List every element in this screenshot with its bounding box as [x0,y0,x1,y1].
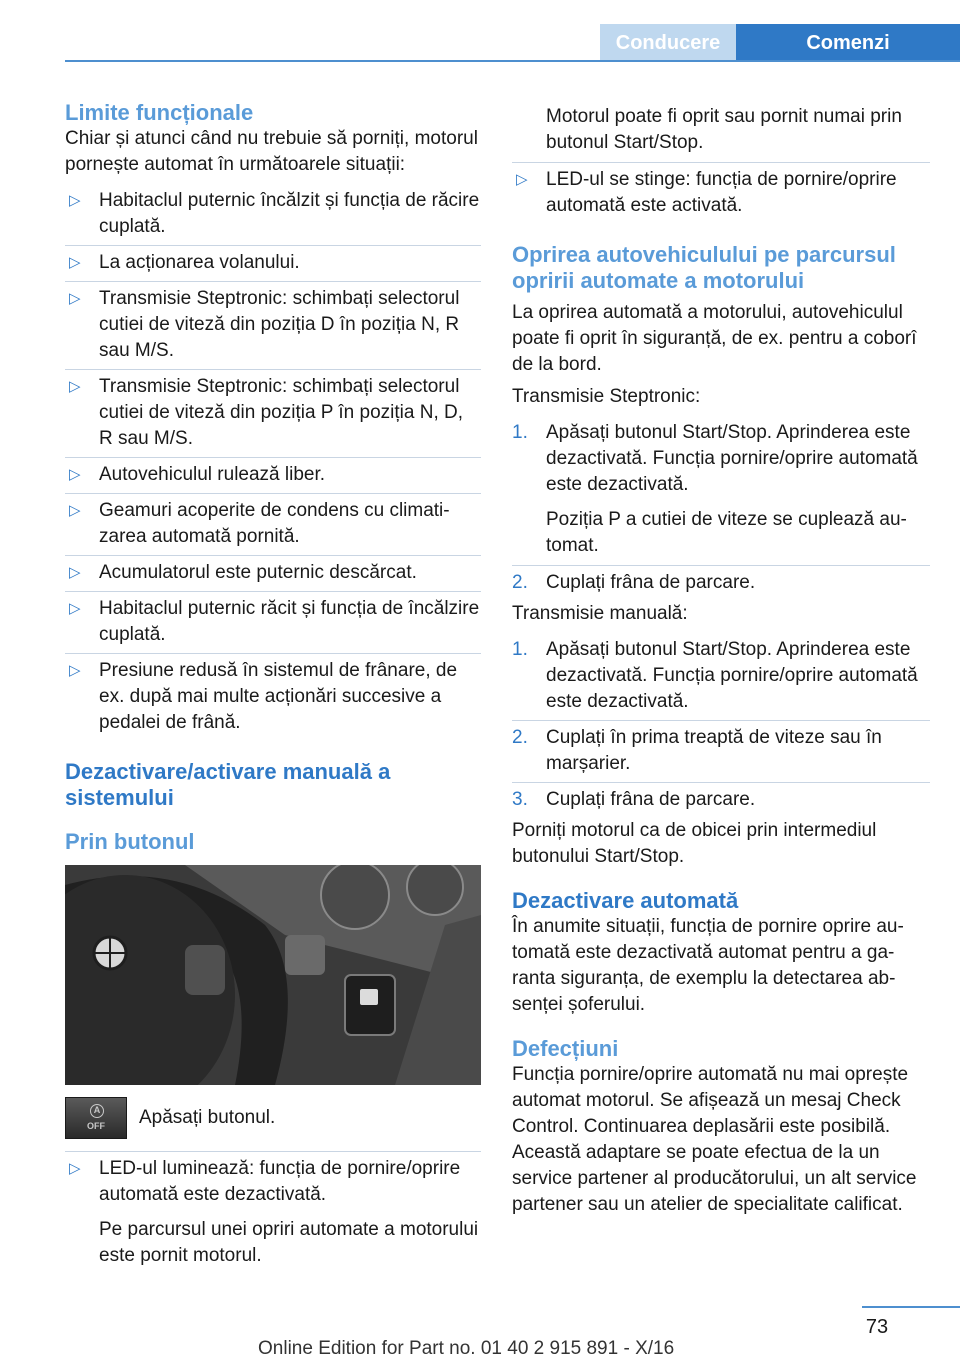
steptronic-sub-paragraph: Poziția P a cutiei de viteze se cuplează automat. [512,503,930,566]
manual-label: Transmisie manuală: [512,603,688,624]
heading-limite-functionale: Limite funcționale [65,100,254,125]
heading-dezactivare-manuala: Dezactivare/activare manuală a sistemului [65,759,391,810]
steptronic-label: Transmisie Steptronic: [512,386,701,407]
tab-comenzi[interactable]: Comenzi [736,24,960,62]
continued-paragraph: Motorul poate fi oprit sau pornit numai prin butonul Start/Stop. [512,100,930,163]
list-item: ▷ Presiune redusă în sistemul de frânare, de ex. după mai multe acționări succesive a pedalei de frână. [65,654,481,741]
list-item: ▷ Habitaclul puternic răcit și funcția de încălzire cuplată. [65,592,481,654]
list-item: ▷ LED-ul luminează: funcția de pornire/oprire automată este dezactivată. [65,1152,481,1213]
steptronic-steps [512,416,930,601]
dashboard-illustration [65,865,481,1085]
list-item: 2. Cuplați în prima treaptă de viteze sau în marșarier. [512,721,930,783]
left-column [65,100,481,1269]
header-rule [65,60,960,62]
triangle-bullet-icon: ▷ [516,171,528,188]
triangle-bullet-icon: ▷ [69,466,81,483]
list-item: 3. Cuplați frâna de parcare. [512,789,756,810]
triangle-bullet-icon: ▷ [69,254,81,271]
led-sub-paragraph: Pe parcursul unei opriri automate a motorului este pornit motorul. [99,1219,479,1266]
list-item: ▷ Geamuri acoperite de condens cu climatizarea automată pornită. [65,494,481,556]
list-item: 1. Apăsați butonul Start/Stop. Aprinderea este dezactivată. Funcția pornire/oprire automată este dezactivată. [512,633,930,721]
triangle-bullet-icon: ▷ [69,290,81,307]
list-item: ▷ La acționarea volanului. [65,246,481,282]
tab-conducere[interactable]: Conducere [600,24,736,62]
heading-oprirea-autovehiculului: Oprirea autovehiculului pe parcursul opririi automate a motorului [512,242,896,293]
list-item: ▷ Acumulatorul este puternic descărcat. [65,556,481,592]
triangle-bullet-icon: ▷ [69,192,81,209]
triangle-bullet-icon: ▷ [69,378,81,395]
list-item: ▷ Autovehiculul rulează liber. [65,458,481,494]
triangle-bullet-icon: ▷ [69,502,81,519]
conditions-list [65,184,481,741]
list-item: ▷ Transmisie Steptronic: schimbați selectorul cutiei de viteză din poziția P în poziția N, D, R sau M/S. [65,370,481,458]
heading-dezactivare-automata: Dezactivare automată [512,888,739,913]
list-item: ▷ Habitaclul puternic încălzit și funcția de răcire cuplată. [65,184,481,246]
stop-intro-paragraph: La oprirea automată a motorului, autovehiculul poate fi oprit în siguranță, de ex. pentru a coborî de la bord. [512,302,917,375]
auto-start-stop-off-button-icon: A OFF [65,1097,127,1139]
auto-paragraph: În anumite situații, funcția de pornire oprire automată este dezactivată automat pentru a garanta siguranța, de exemplu la detectarea absenței șoferului. [512,916,904,1015]
dashboard-photo [65,865,481,1085]
list-item: 2. Cuplați frâna de parcare. [512,572,756,593]
fault-paragraph: Funcția pornire/oprire automată nu mai oprește automat motorul. Se afișează un mesaj Check Control. Continuarea deplasării este posibilă. Această adaptare se poate efectua de la un service partener al producătorului, un alt service partener sau un atelier de specialitate calificat. [512,1064,917,1215]
restart-paragraph: Porniți motorul ca de obicei prin intermediul butonului Start/Stop. [512,820,877,867]
list-item: ▷ LED-ul se stinge: funcția de pornire/oprire automată este activată. [512,163,930,224]
manual-steps [512,633,930,818]
press-button-label: Apăsați butonul. [139,1107,276,1128]
footer-rule [862,1306,960,1308]
triangle-bullet-icon: ▷ [69,1160,81,1177]
triangle-bullet-icon: ▷ [69,600,81,617]
intro-paragraph: Chiar și atunci când nu trebuie să porniți, motorul pornește automat în următoarele situații: [65,128,478,175]
list-item: ▷ Transmisie Steptronic: schimbați selectorul cutiei de viteză din poziția D în poziția N, R sau M/S. [65,282,481,370]
heading-prin-butonul: Prin butonul [65,829,195,854]
button-instruction-row [65,1097,481,1152]
triangle-bullet-icon: ▷ [69,564,81,581]
heading-defectiuni: Defecțiuni [512,1036,619,1061]
right-column [512,100,930,1218]
page-number: 73 [865,1316,889,1338]
edition-footer: Online Edition for Part no. 01 40 2 915 891 - X/16 [258,1338,675,1359]
triangle-bullet-icon: ▷ [69,662,81,679]
list-item: 1. Apăsați butonul Start/Stop. Aprinderea este dezactivată. Funcția pornire/oprire automată este dezactivată. [512,422,918,495]
